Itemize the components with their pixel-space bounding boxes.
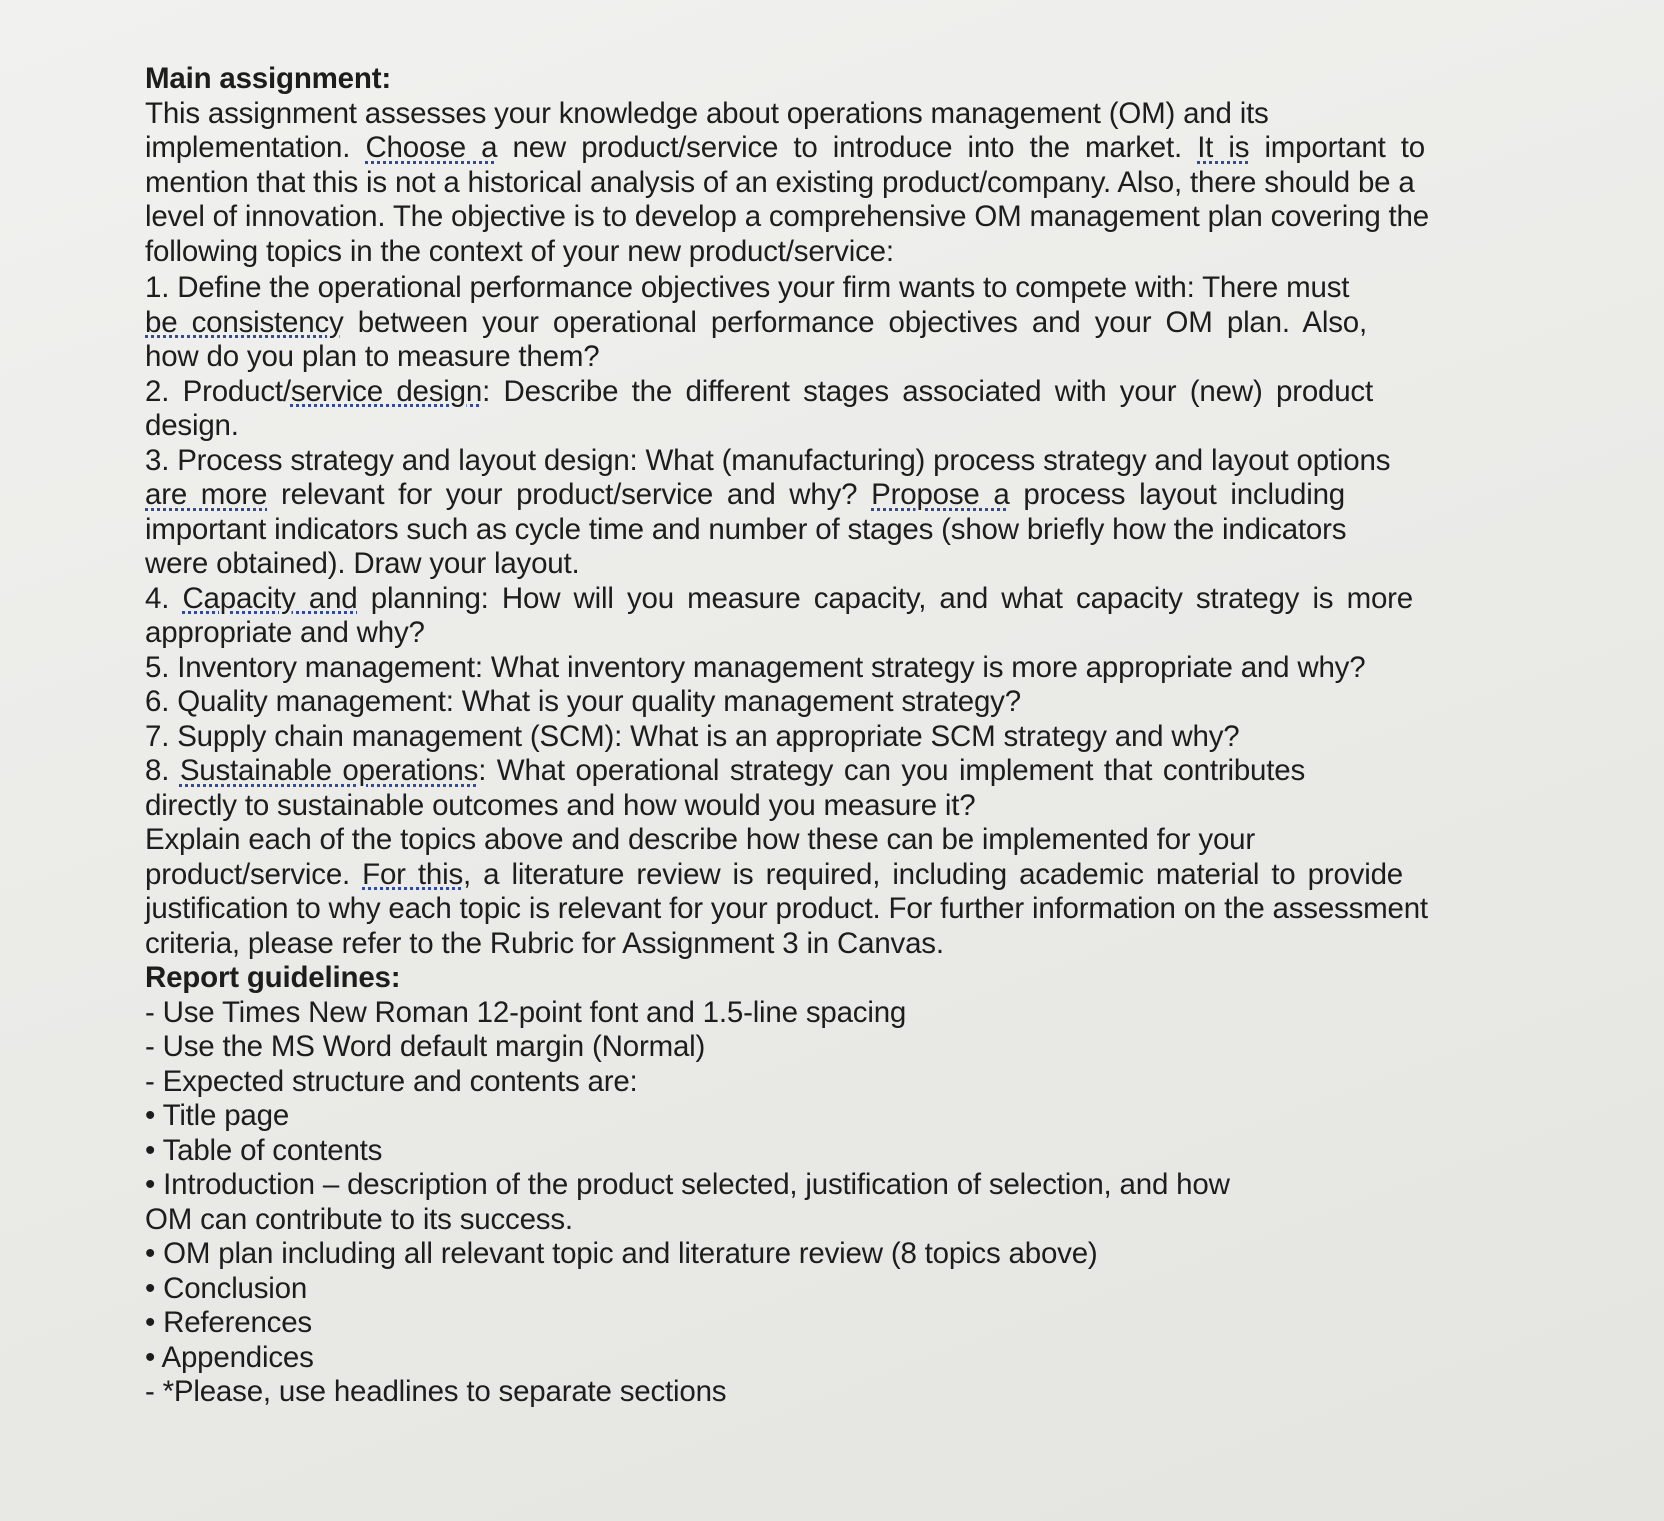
underlined-phrase: It is	[1197, 131, 1250, 164]
report-guidelines	[145, 961, 1515, 1410]
assignment-document	[145, 62, 1515, 1410]
explain-text: product/service.	[145, 857, 351, 891]
topic-3-line: important indicators such as cycle time and number of stages (show briefly how the indicators	[145, 512, 1347, 546]
underlined-phrase: Choose a	[365, 131, 498, 164]
topic-6-line: 6. Quality management: What is your quality management strategy?	[145, 685, 1021, 718]
structure-bullet: • Title page	[145, 1099, 290, 1132]
intro-text: important to	[1264, 131, 1426, 164]
underlined-phrase: Sustainable operations	[179, 754, 479, 787]
topic-3-line: were obtained). Draw your layout.	[145, 547, 580, 580]
explain-line: Explain each of the topics above and describe how these can be implemented for your	[145, 823, 1256, 856]
topic-1-line: 1. Define the operational performance objectives your firm wants to compete with: There must	[145, 271, 1350, 304]
structure-bullet: • Conclusion	[145, 1271, 308, 1305]
structure-bullet: • OM plan including all relevant topic and literature review (8 topics above)	[145, 1237, 1098, 1270]
intro-line	[145, 131, 1425, 166]
topic-8-line	[145, 754, 1305, 789]
explain-paragraph	[145, 823, 1515, 961]
topic-1-line	[145, 306, 1367, 341]
report-guidelines-heading: Report guidelines:	[145, 961, 401, 994]
topic-4-line: appropriate and why?	[145, 616, 425, 649]
explain-line: criteria, please refer to the Rubric for Assignment 3 in Canvas.	[145, 926, 944, 960]
underlined-phrase: For this,	[362, 857, 472, 891]
topic-text: planning: How will you measure capacity, and what capacity strategy is more	[370, 581, 1414, 615]
topic-8-line: directly to sustainable outcomes and how would you measure it?	[145, 788, 976, 822]
explain-line: justification to why each topic is relevant for your product. For further information on the assessment	[145, 892, 1428, 925]
explain-line	[145, 858, 1403, 893]
topic-text: Sustainable operations: What operational strategy can you implement that contributes	[179, 754, 1305, 787]
topic-3-line: 3. Process strategy and layout design: What (manufacturing) process strategy and layout options	[145, 443, 1391, 477]
topic-2-line	[145, 375, 1373, 410]
underlined-phrase: are more	[145, 478, 268, 511]
topic-text: 8.	[145, 754, 170, 787]
topic-4-line	[145, 582, 1413, 617]
structure-bullet-continuation: OM can contribute to its success.	[145, 1202, 573, 1236]
guideline-item: - Use Times New Roman 12-point font and 1.5-line spacing	[145, 995, 907, 1029]
main-assignment-heading: Main assignment:	[145, 62, 391, 95]
topic-text: 4.	[145, 581, 170, 615]
underlined-phrase: service design	[290, 374, 483, 408]
structure-bullet: • Introduction – description of the product selected, justification of selection, and how	[145, 1168, 1230, 1201]
structure-bullet: • Appendices	[145, 1340, 314, 1374]
explain-text: a literature review is required, including academic material to provide	[483, 857, 1403, 891]
intro-paragraph	[145, 97, 1515, 270]
topic-text: relevant for your product/service and why?	[281, 478, 858, 511]
guideline-item: - Use the MS Word default margin (Normal)	[145, 1030, 706, 1063]
intro-line: mention that this is not a historical analysis of an existing product/company. Also, there should be a	[145, 165, 1415, 199]
topic-text: 2. Product/service design: Describe the different stages associated with your (new) product	[145, 374, 1373, 408]
structure-bullet: • Table of contents	[145, 1133, 383, 1167]
structure-bullet: • References	[145, 1306, 312, 1339]
underlined-phrase: Capacity and	[182, 581, 358, 615]
topic-7-line: 7. Supply chain management (SCM): What is an appropriate SCM strategy and why?	[145, 719, 1240, 753]
topic-text: between your operational performance objectives and your OM plan. Also,	[357, 305, 1368, 339]
intro-line: This assignment assesses your knowledge about operations management (OM) and its	[145, 96, 1269, 130]
topic-2-line: design.	[145, 409, 239, 442]
intro-line: level of innovation. The objective is to develop a comprehensive OM management plan covering the	[145, 200, 1429, 233]
topic-3-line	[145, 478, 1345, 513]
underlined-phrase: be consistency	[145, 305, 344, 339]
underlined-phrase: Propose a	[871, 478, 1010, 511]
intro-line: following topics in the context of your new product/service:	[145, 234, 894, 268]
topics-list	[145, 271, 1515, 823]
topic-text: process layout including	[1023, 478, 1346, 511]
guideline-item: - *Please, use headlines to separate sections	[145, 1375, 727, 1408]
intro-text: implementation.	[145, 131, 351, 164]
guideline-item: - Expected structure and contents are:	[145, 1064, 638, 1098]
topic-1-line: how do you plan to measure them?	[145, 340, 600, 373]
topic-5-line: 5. Inventory management: What inventory management strategy is more appropriate and why?	[145, 650, 1366, 684]
intro-text: new product/service to introduce into the market.	[512, 131, 1182, 164]
